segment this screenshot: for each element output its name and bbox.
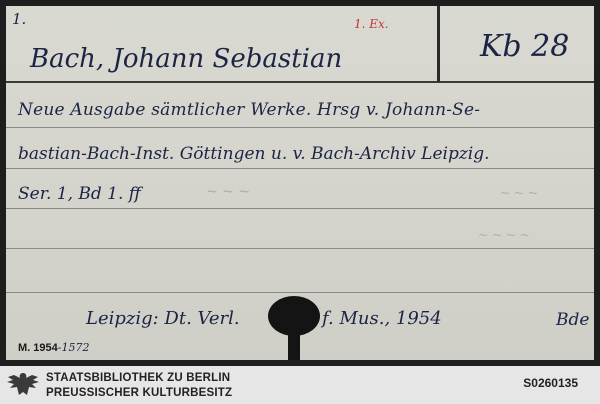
erased-mark: ~ ~ ~ ~	[478, 228, 530, 242]
copy-note: 1. Ex.	[354, 17, 389, 31]
rule-line	[6, 127, 594, 128]
accession-prefix: M. 1954	[18, 342, 58, 354]
header-divider	[437, 6, 440, 82]
library-subtitle: PREUSSISCHER KULTURBESITZ	[46, 387, 233, 399]
header-rule	[6, 81, 594, 83]
card-number: 1.	[12, 10, 27, 28]
archive-footer	[0, 366, 600, 404]
title-line-3: Ser. 1, Bd 1. ff	[18, 184, 141, 204]
title-line-1: Neue Ausgabe sämtlicher Werke. Hrsg v. Johann-Se-	[18, 100, 481, 120]
rule-line	[6, 168, 594, 169]
library-name: STAATSBIBLIOTHEK ZU BERLIN	[46, 372, 231, 384]
rule-line	[6, 208, 594, 209]
shelfmark: Kb 28	[480, 29, 570, 64]
erased-mark: ~ ~ ~	[500, 186, 538, 200]
place-publisher: Leipzig: Dt. Verl.	[86, 308, 240, 329]
erased-mark: ~ ~ ~	[206, 184, 251, 200]
catalog-card	[6, 6, 594, 360]
title-line-2: bastian-Bach-Inst. Göttingen u. v. Bach-Archiv Leipzig.	[18, 144, 490, 164]
volumes-note: Bde	[556, 310, 590, 330]
accession-stamp	[18, 342, 89, 354]
image-signature: S0260135	[523, 376, 578, 390]
punch-hole-slot	[288, 324, 300, 360]
accession-suffix: -1572	[57, 341, 90, 354]
author-heading: Bach, Johann Sebastian	[30, 44, 343, 74]
rule-line	[6, 292, 594, 293]
date-note: f. Mus., 1954	[322, 308, 442, 329]
rule-line	[6, 248, 594, 249]
eagle-logo-icon	[4, 369, 42, 401]
